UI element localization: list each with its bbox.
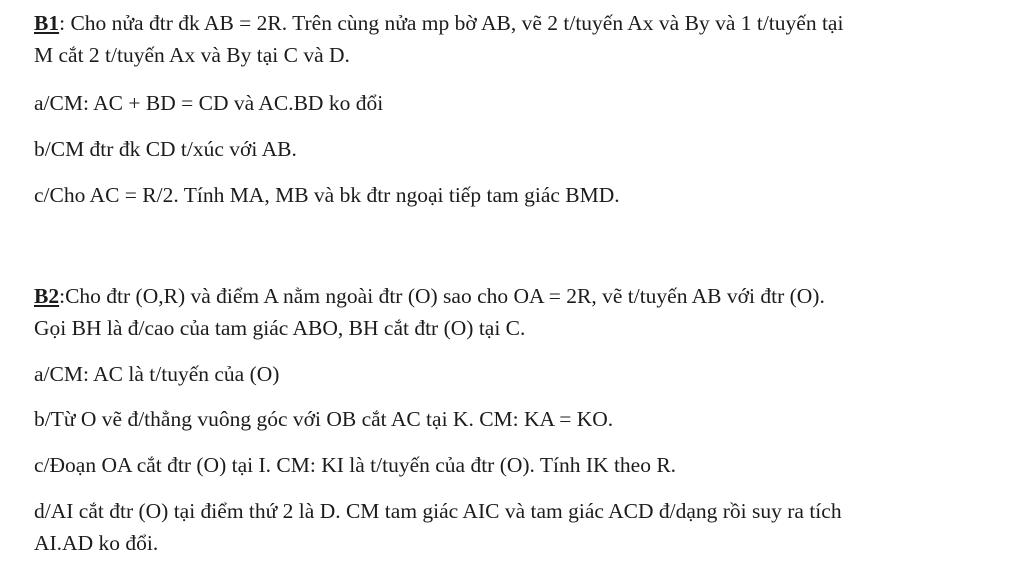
b2-intro-text-1: :Cho đtr (O,R) và điểm A nằm ngoài đtr (O) sao cho OA = 2R, vẽ t/tuyến AB với đtr (O).: [59, 284, 825, 308]
b2-part-b: b/Từ O vẽ đ/thẳng vuông góc với OB cắt AC tại K. CM: KA = KO.: [34, 407, 614, 431]
b2-part-d-line-1: d/AI cắt đtr (O) tại điểm thứ 2 là D. CM tam giác AIC và tam giác ACD đ/dạng rồi suy ra tích: [34, 499, 842, 523]
b2-part-d-line-2: AI.AD ko đổi.: [34, 531, 159, 555]
b2-intro-line-1: [34, 283, 825, 309]
b1-part-b: b/CM đtr đk CD t/xúc với AB.: [34, 137, 297, 161]
b1-intro-line-2: M cắt 2 t/tuyến Ax và By tại C và D.: [34, 43, 350, 67]
b1-intro-text-1: : Cho nửa đtr đk AB = 2R. Trên cùng nửa mp bờ AB, vẽ 2 t/tuyến Ax và By và 1 t/tuyến tại: [59, 11, 844, 35]
b1-part-c: c/Cho AC = R/2. Tính MA, MB và bk đtr ngoại tiếp tam giác BMD.: [34, 183, 620, 207]
b1-label: B1: [34, 11, 60, 35]
b2-part-c: c/Đoạn OA cắt đtr (O) tại I. CM: KI là t/tuyến của đtr (O). Tính IK theo R.: [34, 453, 677, 477]
b2-part-a: a/CM: AC là t/tuyến của (O): [34, 362, 280, 386]
b2-label: B2: [34, 284, 60, 308]
b1-part-a: a/CM: AC + BD = CD và AC.BD ko đổi: [34, 91, 384, 115]
b2-intro-line-2: Gọi BH là đ/cao của tam giác ABO, BH cắt đtr (O) tại C.: [34, 316, 526, 340]
b1-intro-line-1: [34, 10, 843, 36]
